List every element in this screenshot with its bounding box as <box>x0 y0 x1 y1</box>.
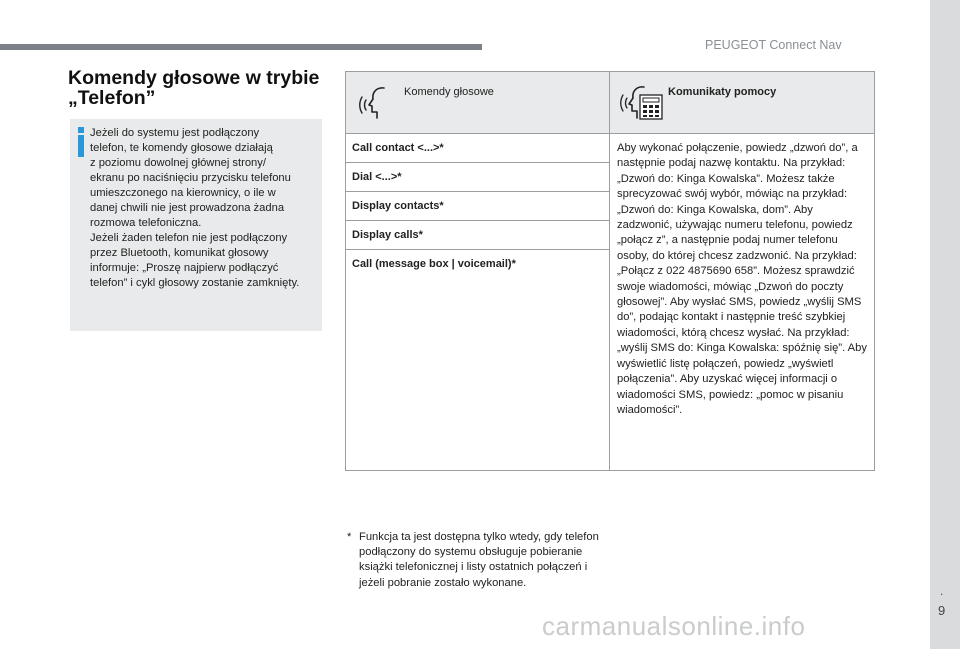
table-row <box>346 134 875 163</box>
footnote-marker: * <box>347 531 352 543</box>
info-text: Jeżeli do systemu jest podłączony telefon, te komendy głosowe działają z poziomu dowolnej głównej strony/ ekranu po naciśnięciu przycisku telefonu umieszczonego na kierownicy, o ile w danej chwili nie jest prowadzona żadna rozmowa telefoniczna. Jeżeli żaden telefon nie jest podłączony przez Bluetooth, komunikat głosowy informuje: „Proszę najpierw podłączyć telefon” i cykl głosowy zostanie zamknięty. <box>90 127 300 289</box>
table-header-help <box>610 72 875 134</box>
speaking-head-keypad-icon <box>620 82 666 124</box>
page-marker: . <box>940 584 944 598</box>
section-title <box>68 68 328 108</box>
command-display-contacts: Display contacts* <box>346 192 610 221</box>
voice-commands-table <box>345 71 875 471</box>
footnote-text: Funkcja ta jest dostępna tylko wtedy, gdy telefon podłączony do systemu obsługuje pobieranie książki telefonicznej i listy ostatnich połączeń i jeżeli pobranie zostało wykonane. <box>359 531 599 589</box>
header-title: PEUGEOT Connect Nav <box>705 38 842 52</box>
command-display-calls: Display calls* <box>346 221 610 250</box>
info-icon <box>78 127 84 157</box>
page-number: 9 <box>938 603 946 618</box>
command-dial: Dial <...>* <box>346 163 610 192</box>
column-header-commands: Komendy głosowe <box>404 86 494 98</box>
speaking-head-icon <box>356 82 400 122</box>
table-header-row <box>346 72 875 134</box>
info-box <box>70 119 322 331</box>
column-header-help: Komunikaty pomocy <box>668 86 777 98</box>
section-title-line2: „Telefon” <box>68 87 156 109</box>
help-text-cell: Aby wykonać połączenie, powiedz „dzwoń do”, a następnie podaj nazwę kontaktu. Na przykład: „Dzwoń do: Kinga Kowalska”. Możesz także sprecyzować swój wybór, mówiąc na przykład: „Dzwoń do: Kinga Kowalska, dom”. Aby zadzwonić, używając numeru telefonu, powiedz „połącz z”, a następnie podaj numer telefonu osoby, do której chcesz zadzwonić. Na przykład: „Połącz z 022 4875690 658”. Możesz sprawdzić swoje wiadomości, mówiąc „Dzwoń do poczty głosowej”. Aby wysłać SMS, powiedz „wyślij SMS do”, podając kontakt i następnie treść szybkiej wiadomości, którą chcesz wysłać. Na przykład: „wyślij SMS do: Kinga Kowalska: spóźnię się”. Aby wyświetlić listę połączeń, powiedz „wyświetl połączenia”. Aby uzyskać więcej informacji o wiadomości SMS, powiedz: „pomoc w pisaniu wiadomości”. <box>610 134 875 471</box>
footnote <box>347 530 607 591</box>
watermark: carmanualsonline.info <box>542 611 806 641</box>
header-rule <box>0 44 482 50</box>
command-call-voicemail: Call (message box | voicemail)* <box>346 250 610 471</box>
command-call-contact: Call contact <...>* <box>346 134 610 163</box>
table-header-commands <box>346 72 610 134</box>
section-title-line1: Komendy głosowe w trybie <box>68 67 320 89</box>
page-side-strip <box>930 0 960 649</box>
